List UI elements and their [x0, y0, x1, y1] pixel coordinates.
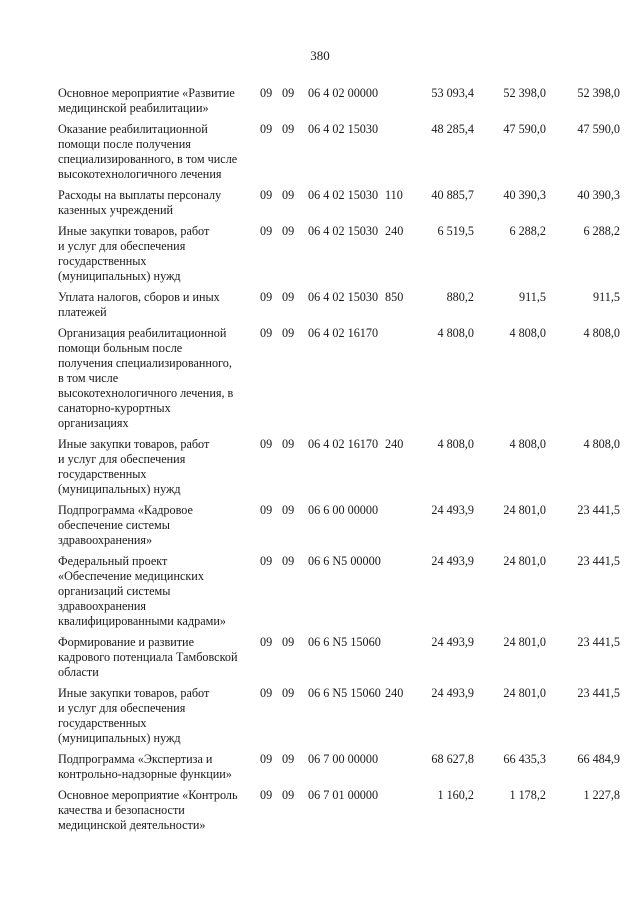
- amount-year-2: 24 801,0: [503, 503, 546, 517]
- amount-year-1: 24 493,9: [431, 554, 474, 568]
- target-article-code: 06 6 N5 15060: [308, 635, 381, 649]
- razdel-code: 09: [260, 290, 273, 304]
- podrazdel-code: 09: [282, 122, 295, 136]
- podrazdel-code: 09: [282, 635, 295, 649]
- table-row: [0, 122, 640, 182]
- target-article-code: 06 6 00 00000: [308, 503, 379, 517]
- amount-year-3: 23 441,5: [577, 686, 620, 700]
- table-row: [0, 503, 640, 548]
- table-row: [0, 437, 640, 497]
- razdel-code: 09: [260, 635, 273, 649]
- razdel-code: 09: [260, 224, 273, 238]
- amount-year-3: 6 288,2: [583, 224, 620, 238]
- podrazdel-code: 09: [282, 290, 295, 304]
- razdel-code: 09: [260, 86, 273, 100]
- table-row: [0, 290, 640, 320]
- target-article-code: 06 4 02 15030: [308, 122, 379, 136]
- table-row: [0, 554, 640, 629]
- podrazdel-code: 09: [282, 752, 295, 766]
- razdel-code: 09: [260, 752, 273, 766]
- expense-type-code: 240: [385, 437, 404, 451]
- amount-year-3: 911,5: [593, 290, 620, 304]
- amount-year-3: 52 398,0: [577, 86, 620, 100]
- amount-year-3: 4 808,0: [583, 326, 620, 340]
- razdel-code: 09: [260, 122, 273, 136]
- table-row: [0, 752, 640, 782]
- expense-type-code: 110: [385, 188, 403, 202]
- row-name: Организация реабилитационной помощи больным после получения специализированного, в том числе высокотехнологичного лечения, в санаторно-курортных организациях: [58, 326, 234, 430]
- table-row: [0, 686, 640, 746]
- amount-year-3: 23 441,5: [577, 503, 620, 517]
- target-article-code: 06 4 02 16170: [308, 326, 379, 340]
- podrazdel-code: 09: [282, 326, 295, 340]
- target-article-code: 06 4 02 15030: [308, 224, 379, 238]
- podrazdel-code: 09: [282, 224, 295, 238]
- row-name: Основное мероприятие «Развитие медицинской реабилитации»: [58, 86, 235, 115]
- amount-year-3: 23 441,5: [577, 554, 620, 568]
- target-article-code: 06 6 N5 00000: [308, 554, 381, 568]
- amount-year-3: 66 484,9: [577, 752, 620, 766]
- amount-year-2: 66 435,3: [503, 752, 546, 766]
- razdel-code: 09: [260, 554, 273, 568]
- expense-type-code: 240: [385, 686, 404, 700]
- razdel-code: 09: [260, 326, 273, 340]
- podrazdel-code: 09: [282, 788, 295, 802]
- amount-year-2: 1 178,2: [509, 788, 546, 802]
- amount-year-3: 23 441,5: [577, 635, 620, 649]
- amount-year-3: 4 808,0: [583, 437, 620, 451]
- razdel-code: 09: [260, 503, 273, 517]
- target-article-code: 06 4 02 00000: [308, 86, 379, 100]
- razdel-code: 09: [260, 188, 273, 202]
- table-row: [0, 86, 640, 116]
- row-name: Федеральный проект «Обеспечение медицинских организаций системы здравоохранения квалифицированными кадрами»: [58, 554, 226, 628]
- podrazdel-code: 09: [282, 686, 295, 700]
- target-article-code: 06 6 N5 15060: [308, 686, 381, 700]
- row-name: Формирование и развитие кадрового потенциала Тамбовской области: [58, 635, 238, 679]
- podrazdel-code: 09: [282, 554, 295, 568]
- amount-year-3: 1 227,8: [583, 788, 620, 802]
- row-name: Расходы на выплаты персоналу казенных учреждений: [58, 188, 222, 217]
- amount-year-1: 68 627,8: [431, 752, 474, 766]
- target-article-code: 06 4 02 15030: [308, 290, 379, 304]
- target-article-code: 06 4 02 15030: [308, 188, 379, 202]
- row-name: Подпрограмма «Кадровое обеспечение системы здравоохранения»: [58, 503, 193, 547]
- budget-table: [0, 86, 640, 839]
- row-name: Иные закупки товаров, работ и услуг для обеспечения государственных (муниципальных) нужд: [58, 224, 210, 283]
- amount-year-1: 53 093,4: [431, 86, 474, 100]
- amount-year-2: 24 801,0: [503, 635, 546, 649]
- razdel-code: 09: [260, 437, 273, 451]
- podrazdel-code: 09: [282, 437, 295, 451]
- amount-year-1: 4 808,0: [437, 437, 474, 451]
- page-number: 380: [310, 48, 330, 63]
- podrazdel-code: 09: [282, 188, 295, 202]
- amount-year-3: 47 590,0: [577, 122, 620, 136]
- amount-year-2: 24 801,0: [503, 554, 546, 568]
- target-article-code: 06 4 02 16170: [308, 437, 379, 451]
- amount-year-1: 40 885,7: [431, 188, 474, 202]
- table-row: [0, 224, 640, 284]
- table-row: [0, 326, 640, 431]
- amount-year-1: 1 160,2: [437, 788, 474, 802]
- amount-year-1: 6 519,5: [437, 224, 474, 238]
- row-name: Оказание реабилитационной помощи после получения специализированного, в том числе высокотехнологичного лечения: [58, 122, 238, 181]
- podrazdel-code: 09: [282, 503, 295, 517]
- amount-year-1: 24 493,9: [431, 635, 474, 649]
- row-name: Основное мероприятие «Контроль качества и безопасности медицинской деятельности»: [58, 788, 238, 832]
- amount-year-2: 911,5: [519, 290, 546, 304]
- expense-type-code: 240: [385, 224, 404, 238]
- table-row: [0, 188, 640, 218]
- amount-year-1: 880,2: [446, 290, 474, 304]
- amount-year-1: 24 493,9: [431, 686, 474, 700]
- razdel-code: 09: [260, 686, 273, 700]
- amount-year-2: 40 390,3: [503, 188, 546, 202]
- expense-type-code: 850: [385, 290, 404, 304]
- amount-year-2: 4 808,0: [509, 326, 546, 340]
- amount-year-2: 52 398,0: [503, 86, 546, 100]
- amount-year-2: 47 590,0: [503, 122, 546, 136]
- amount-year-2: 24 801,0: [503, 686, 546, 700]
- table-row: [0, 635, 640, 680]
- row-name: Иные закупки товаров, работ и услуг для обеспечения государственных (муниципальных) нужд: [58, 437, 210, 496]
- table-row: [0, 788, 640, 833]
- row-name: Подпрограмма «Экспертиза и контрольно-надзорные функции»: [58, 752, 232, 781]
- podrazdel-code: 09: [282, 86, 295, 100]
- row-name: Уплата налогов, сборов и иных платежей: [58, 290, 220, 319]
- razdel-code: 09: [260, 788, 273, 802]
- target-article-code: 06 7 01 00000: [308, 788, 379, 802]
- target-article-code: 06 7 00 00000: [308, 752, 379, 766]
- amount-year-1: 48 285,4: [431, 122, 474, 136]
- amount-year-1: 4 808,0: [437, 326, 474, 340]
- amount-year-3: 40 390,3: [577, 188, 620, 202]
- amount-year-2: 4 808,0: [509, 437, 546, 451]
- row-name: Иные закупки товаров, работ и услуг для обеспечения государственных (муниципальных) нужд: [58, 686, 210, 745]
- amount-year-1: 24 493,9: [431, 503, 474, 517]
- amount-year-2: 6 288,2: [509, 224, 546, 238]
